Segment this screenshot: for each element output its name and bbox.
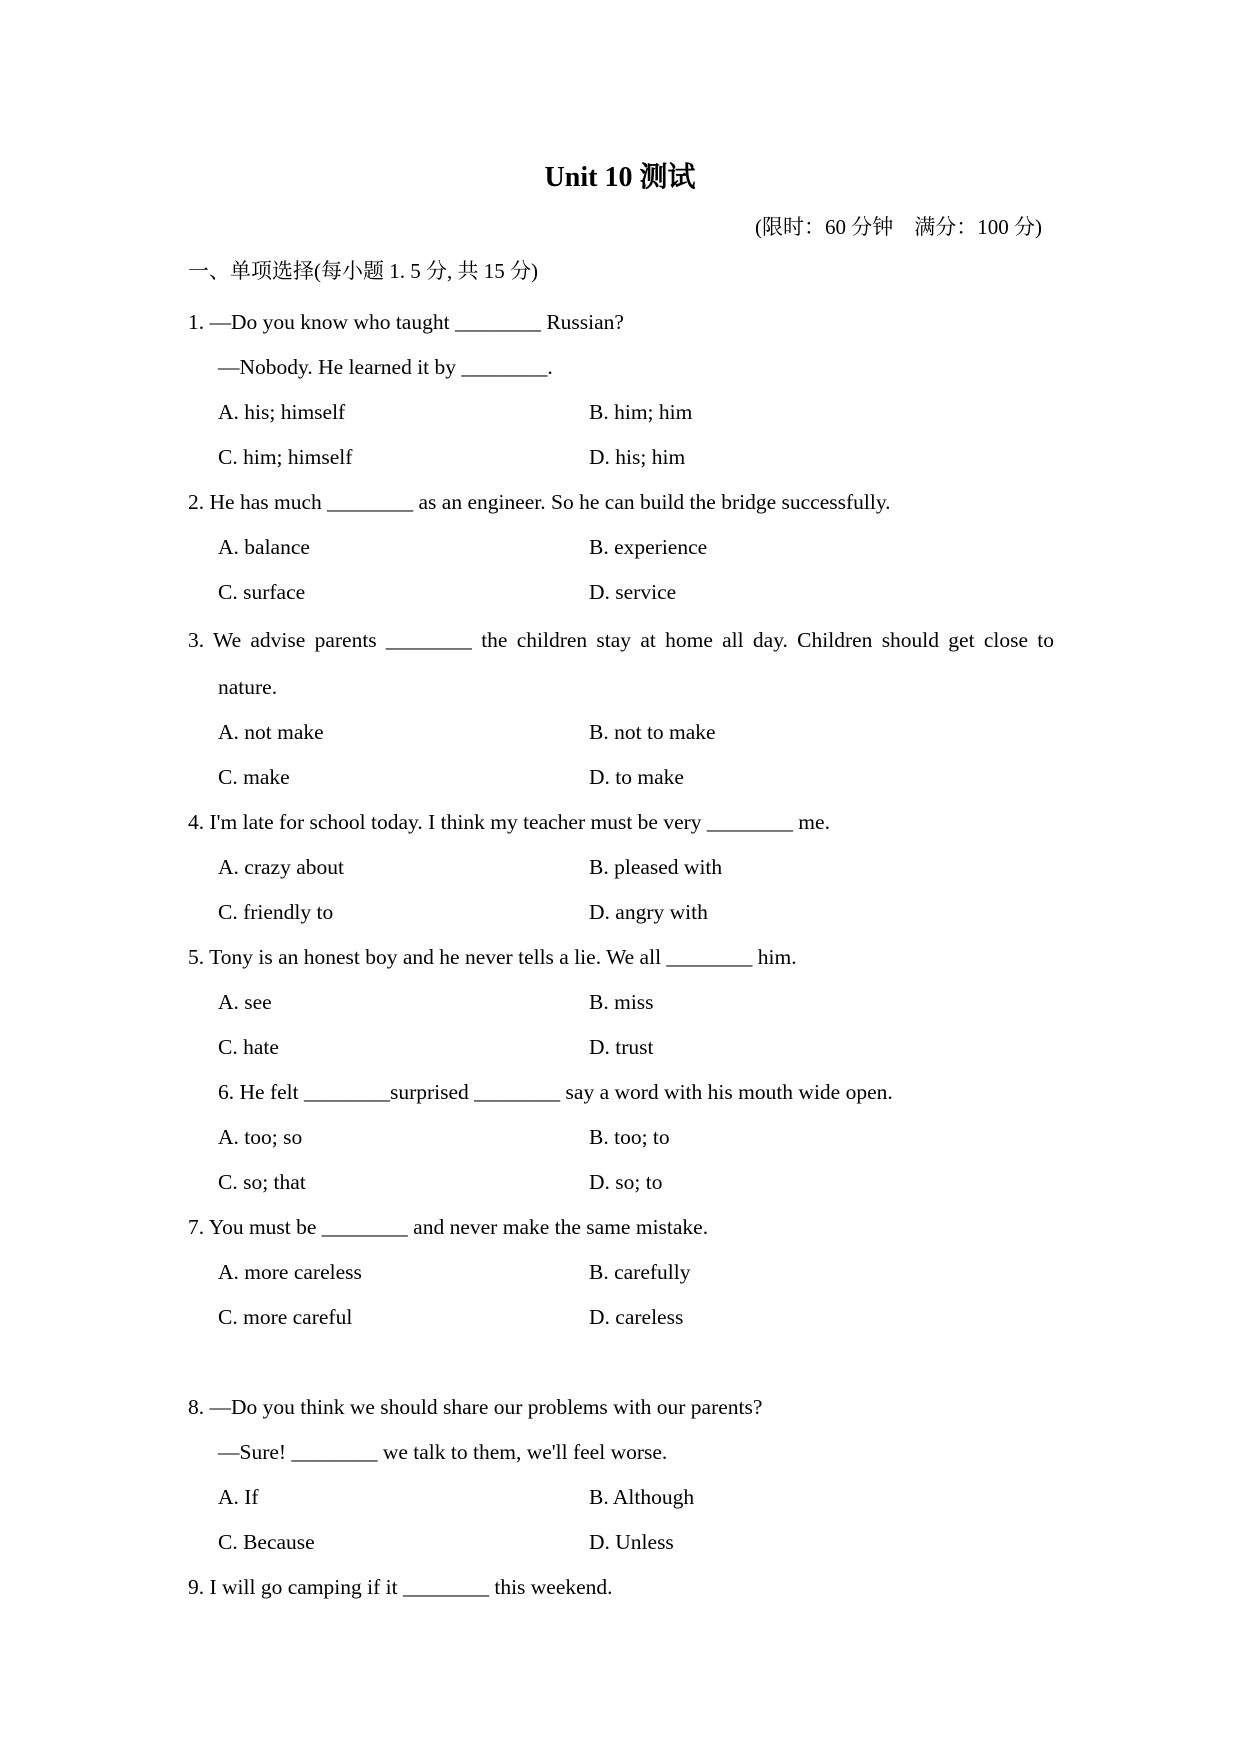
question-4	[188, 800, 1054, 935]
option-d: D. Unless	[589, 1530, 674, 1554]
option-a: A. If	[218, 1485, 259, 1509]
question-5	[188, 935, 1054, 1070]
option-b: B. carefully	[589, 1260, 691, 1284]
page-title: Unit 10 测试	[544, 162, 696, 193]
question-text: 1. —Do you know who taught ________ Russian?	[188, 310, 624, 334]
option-c: C. Because	[218, 1530, 315, 1554]
question-1	[188, 300, 1054, 480]
question-text: 8. —Do you think we should share our problems with our parents?	[188, 1395, 763, 1419]
options-row	[188, 980, 1054, 1025]
option-b: B. experience	[589, 535, 708, 559]
question-text: 7. You must be ________ and never make the same mistake.	[188, 1215, 709, 1239]
option-b: B. too; to	[589, 1125, 670, 1149]
options-row	[188, 390, 1054, 435]
option-d: D. careless	[589, 1305, 684, 1329]
option-a: A. his; himself	[218, 400, 346, 424]
question-7	[188, 1205, 1054, 1340]
option-d: D. his; him	[589, 445, 686, 469]
options-row	[188, 1250, 1054, 1295]
option-a: A. see	[218, 990, 272, 1014]
option-d: D. to make	[589, 765, 684, 789]
options-row	[188, 710, 1054, 755]
option-b: B. him; him	[589, 400, 693, 424]
option-c: C. more careful	[218, 1305, 353, 1329]
option-a: A. too; so	[218, 1125, 303, 1149]
options-row	[188, 570, 1054, 615]
option-a: A. not make	[218, 720, 324, 744]
options-row	[188, 845, 1054, 890]
options-row	[188, 890, 1054, 935]
options-row	[188, 1295, 1054, 1340]
option-a: A. more careless	[218, 1260, 362, 1284]
option-c: C. so; that	[218, 1170, 306, 1194]
options-row	[188, 755, 1054, 800]
option-d: D. trust	[589, 1035, 654, 1059]
option-b: B. miss	[589, 990, 654, 1014]
options-row	[188, 1115, 1054, 1160]
option-c: C. friendly to	[218, 900, 334, 924]
question-8	[188, 1385, 1054, 1565]
question-text: 6. He felt ________surprised ________ say a word with his mouth wide open.	[218, 1080, 893, 1104]
option-c: C. make	[218, 765, 290, 789]
question-text-2: —Sure! ________ we talk to them, we'll feel worse.	[218, 1440, 668, 1464]
option-b: B. pleased with	[589, 855, 723, 879]
options-row	[188, 1025, 1054, 1070]
question-text: 5. Tony is an honest boy and he never tells a lie. We all ________ him.	[188, 945, 797, 969]
question-text: 2. He has much ________ as an engineer. So he can build the bridge successfully.	[188, 490, 891, 514]
question-list	[188, 300, 1054, 1610]
options-row	[188, 1475, 1054, 1520]
question-text: 9. I will go camping if it ________ this weekend.	[188, 1575, 613, 1599]
option-b: B. not to make	[589, 720, 716, 744]
question-text: 3. We advise parents ________ the children stay at home all day. Children should get close to	[188, 628, 1054, 652]
option-d: D. angry with	[589, 900, 708, 924]
question-3	[188, 615, 1054, 800]
option-d: D. so; to	[589, 1170, 663, 1194]
options-row	[188, 435, 1054, 480]
option-c: C. surface	[218, 580, 306, 604]
option-c: C. hate	[218, 1035, 279, 1059]
blank-gap	[188, 1340, 1054, 1385]
question-9	[188, 1565, 1054, 1610]
question-6	[188, 1070, 1054, 1205]
option-a: A. crazy about	[218, 855, 344, 879]
question-text-2: —Nobody. He learned it by ________.	[218, 355, 553, 379]
question-2	[188, 480, 1054, 615]
options-row	[188, 525, 1054, 570]
option-a: A. balance	[218, 535, 310, 559]
section-heading: 一、单项选择(每小题 1. 5 分, 共 15 分)	[188, 259, 538, 283]
option-d: D. service	[589, 580, 677, 604]
option-c: C. him; himself	[218, 445, 353, 469]
exam-meta: (限时：60 分钟 满分：100 分)	[755, 215, 1042, 239]
question-text-2: nature.	[218, 675, 278, 699]
options-row	[188, 1160, 1054, 1205]
question-text: 4. I'm late for school today. I think my teacher must be very ________ me.	[188, 810, 830, 834]
options-row	[188, 1520, 1054, 1565]
option-b: B. Although	[589, 1485, 695, 1509]
